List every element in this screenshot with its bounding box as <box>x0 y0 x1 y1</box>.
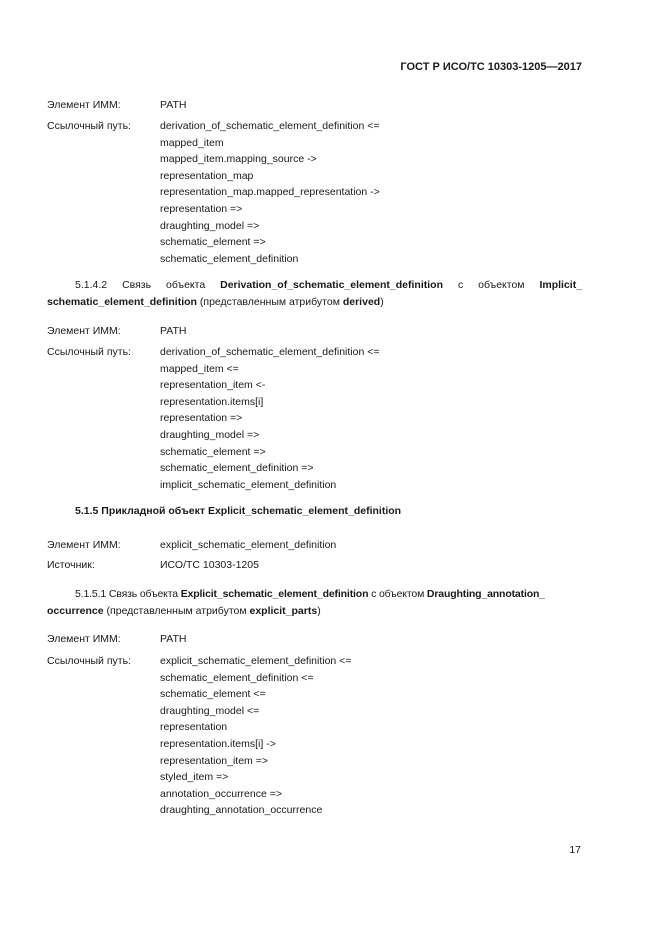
path-line: representation_map.mapped_representation -> <box>160 186 380 199</box>
path-line: schematic_element_definition <= <box>160 671 314 684</box>
imm-element-label: Элемент ИММ: <box>47 539 121 551</box>
path-line: annotation_occurrence => <box>160 787 283 800</box>
path-line: implicit_schematic_element_definition <box>160 478 337 491</box>
path-line: representation => <box>160 202 243 215</box>
source-label: Источник: <box>47 559 95 571</box>
clause-line-1: 5.1.5.1 Связь объекта Explicit_schematic_element_definition с объектом Draughting_annotation_ <box>75 588 545 600</box>
imm-element-value: PATH <box>160 633 187 645</box>
section-heading: 5.1.5 Прикладной объект Explicit_schematic_element_definition <box>75 505 402 517</box>
path-line: draughting_model <= <box>160 704 260 717</box>
reference-path <box>160 344 379 493</box>
reference-path <box>160 118 380 267</box>
path-line: derivation_of_schematic_element_definition <= <box>160 120 380 132</box>
imm-element-label: Элемент ИММ: <box>47 633 121 645</box>
reference-path <box>160 653 351 819</box>
path-line: representation_item <- <box>160 379 266 392</box>
imm-element-label: Элемент ИММ: <box>47 99 121 111</box>
clause-line-2: occurrence (представленным атрибутом explicit_parts) <box>47 604 321 617</box>
path-line: schematic_element <= <box>160 688 266 701</box>
path-line: representation_map <box>160 169 254 182</box>
imm-element-label: Элемент ИММ: <box>47 325 121 337</box>
path-line: draughting_annotation_occurrence <box>160 804 323 817</box>
clause-line-1: 5.1.4.2 Связь объекта Derivation_of_schematic_element_definition с объектом Implicit_ <box>75 279 583 291</box>
path-line: schematic_element => <box>160 236 266 249</box>
path-line: mapped_item <box>160 136 224 149</box>
clause-5-1-5-1 <box>47 586 582 619</box>
path-line: draughting_model => <box>160 428 260 441</box>
path-line: schematic_element_definition => <box>160 462 314 475</box>
path-line: styled_item => <box>160 771 229 784</box>
path-line: representation_item => <box>160 754 268 767</box>
path-line: mapped_item <= <box>160 362 239 375</box>
imm-element-value: PATH <box>160 99 187 111</box>
reference-path-label: Ссылочный путь: <box>47 346 131 358</box>
path-line: schematic_element => <box>160 445 266 458</box>
path-line: representation => <box>160 412 243 425</box>
path-line: representation <box>160 721 228 734</box>
path-line: mapped_item.mapping_source -> <box>160 153 317 166</box>
path-line: schematic_element_definition <box>160 252 299 265</box>
path-line: explicit_schematic_element_definition <= <box>160 655 352 667</box>
imm-element-value: explicit_schematic_element_definition <box>160 539 337 551</box>
path-line: representation.items[i] -> <box>160 737 276 750</box>
path-line: derivation_of_schematic_element_definition <= <box>160 346 380 358</box>
clause-5-1-4-2 <box>47 277 582 310</box>
path-line: draughting_model => <box>160 219 260 232</box>
reference-path-label: Ссылочный путь: <box>47 120 131 132</box>
page-number: 17 <box>569 844 581 856</box>
source-value: ИСО/ТС 10303-1205 <box>160 559 259 571</box>
imm-element-value: PATH <box>160 325 187 337</box>
reference-path-label: Ссылочный путь: <box>47 655 131 667</box>
clause-line-2: schematic_element_definition (представленным атрибутом derived) <box>47 295 384 308</box>
document-header: ГОСТ Р ИСО/ТС 10303-1205—2017 <box>400 61 582 73</box>
path-line: representation.items[i] <box>160 395 264 408</box>
